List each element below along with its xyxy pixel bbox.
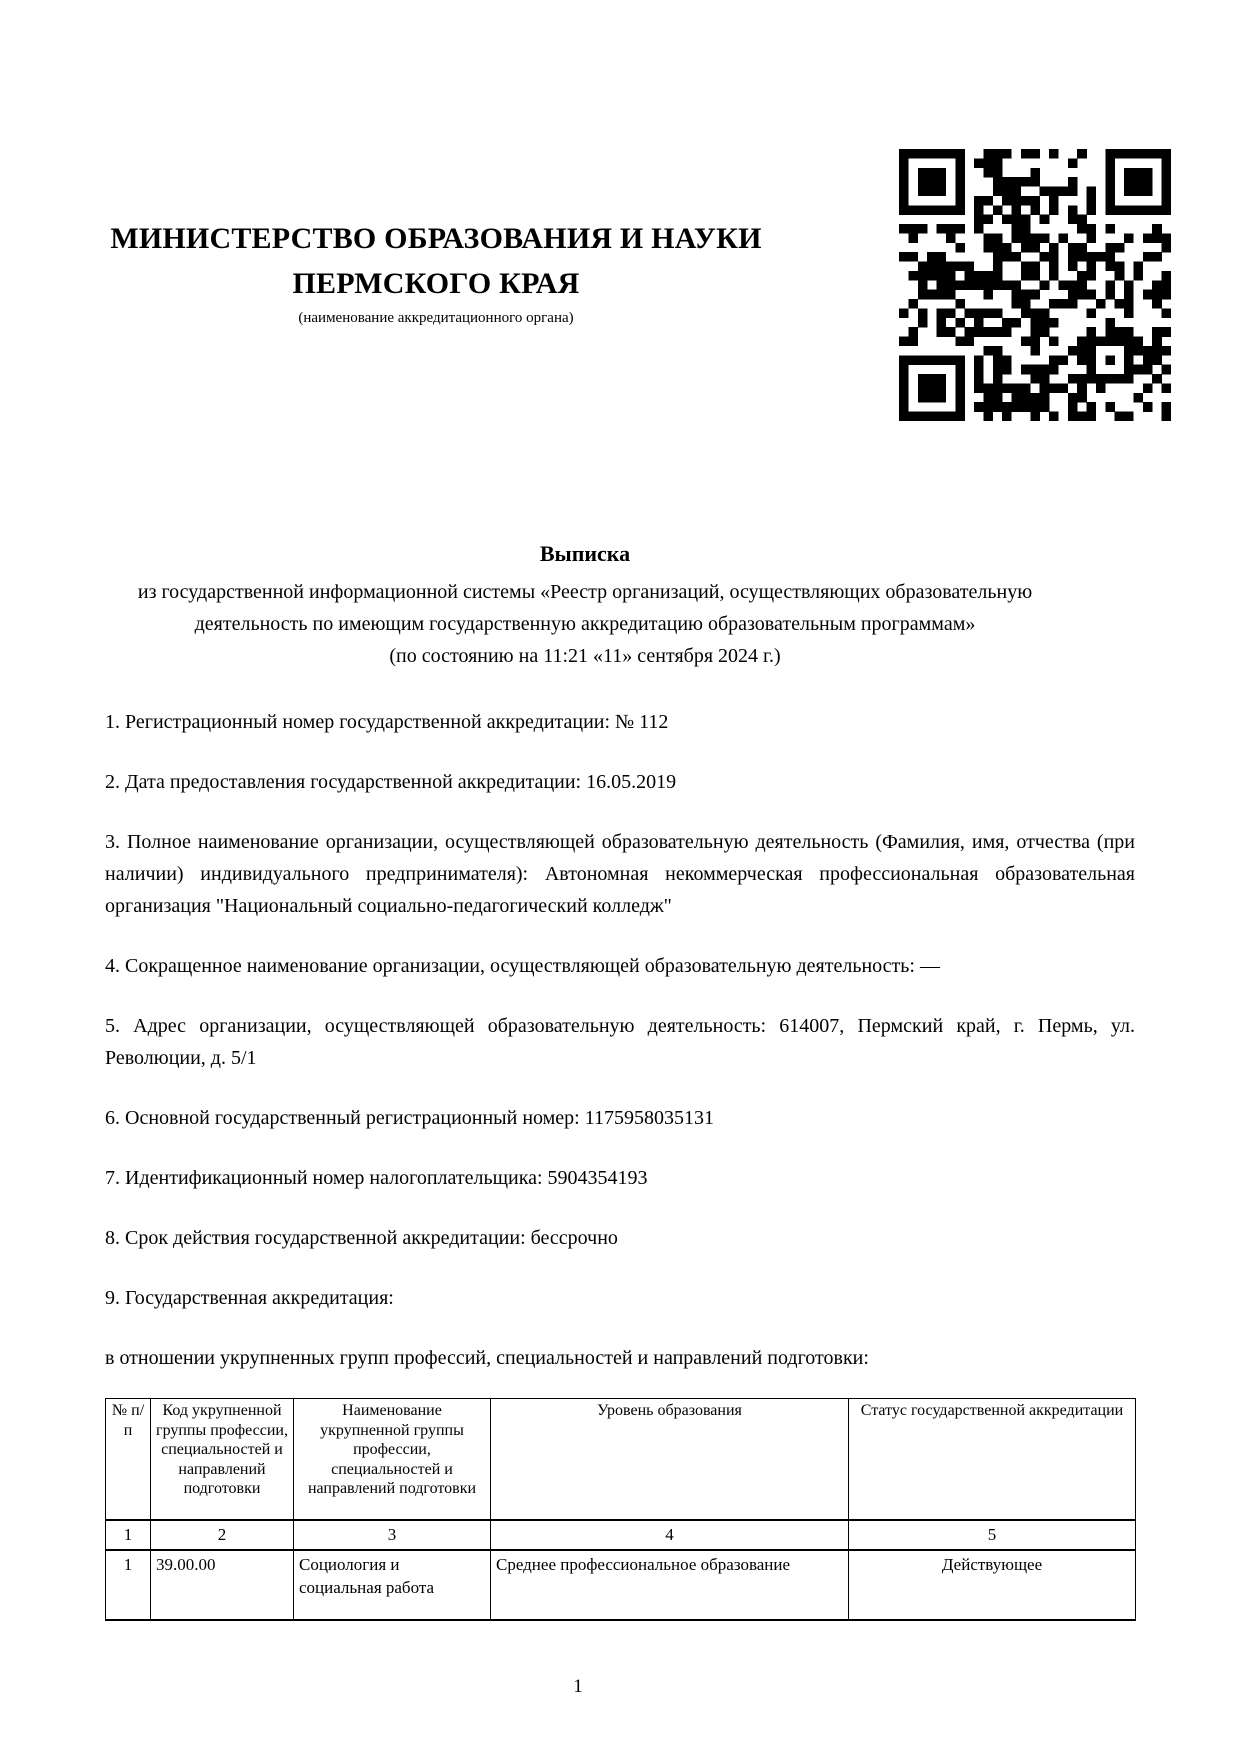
ministry-name-line2: ПЕРМСКОГО КРАЯ [292, 267, 580, 300]
intro-line: (по состоянию на 11:21 «11» сентября 2024 г.) [389, 645, 781, 667]
table-numbering-row [106, 1520, 1136, 1550]
table-header-row [106, 1399, 1136, 1521]
item-validity: 8. Срок действия государственной аккредитации: бессрочно [105, 1227, 618, 1249]
intro-line: деятельность по имеющим государственную аккредитацию образовательным программам» [194, 613, 976, 635]
intro-line: из государственной информационной системы «Реестр организаций, осуществляющих образовательную [137, 581, 1033, 603]
document-title: Выписка [539, 541, 631, 566]
table-row [106, 1550, 1136, 1620]
col-header-number: № п/п [106, 1399, 151, 1521]
item-ogrn: 6. Основной государственный регистрационный номер: 1175958035131 [105, 1107, 714, 1129]
groups-intro-line: в отношении укрупненных групп профессий, специальностей и направлений подготовки: [105, 1347, 869, 1369]
item-registration-number: 1. Регистрационный номер государственной аккредитации: № 112 [105, 711, 669, 733]
ministry-name-line1: МИНИСТЕРСТВО ОБРАЗОВАНИЯ И НАУКИ [110, 222, 762, 255]
col-header-accreditation-status: Статус государственной аккредитации [849, 1399, 1136, 1521]
document-body [105, 540, 1135, 1621]
cell-group-code: 39.00.00 [151, 1550, 294, 1620]
cell-accreditation-status: Действующее [849, 1550, 1136, 1620]
col-header-group-code: Код укрупненной группы профессии, специальностей и направлений подготовки [151, 1399, 294, 1521]
col-header-education-level: Уровень образования [491, 1399, 849, 1521]
numbering-cell: 2 [151, 1520, 294, 1550]
numbering-cell: 5 [849, 1520, 1136, 1550]
item-full-name: 3. Полное наименование организации, осуществляющей образовательную деятельность (Фамилия, имя, отчества (при наличии) индивидуального предпринимателя): Автономная некоммерческая профессиональная образовательная организация "Национальный социально-педагогический колледж" [105, 831, 1135, 917]
intro-paragraph [105, 576, 1065, 672]
numbering-cell: 3 [294, 1520, 491, 1550]
accreditation-table [105, 1398, 1136, 1621]
numbered-items [105, 706, 1135, 1374]
page-number: 1 [573, 1676, 583, 1697]
numbering-cell: 1 [106, 1520, 151, 1550]
cell-education-level: Среднее профессиональное образование [491, 1550, 849, 1620]
item-state-accreditation: 9. Государственная аккредитация: [105, 1287, 394, 1309]
authority-caption: (наименование аккредитационного органа) [298, 310, 574, 326]
item-accreditation-date: 2. Дата предоставления государственной аккредитации: 16.05.2019 [105, 771, 677, 793]
numbering-cell: 4 [491, 1520, 849, 1550]
col-header-group-name: Наименование укрупненной группы профессии, специальностей и направлений подготовки [294, 1399, 491, 1521]
item-inn: 7. Идентификационный номер налогоплательщика: 5904354193 [105, 1167, 648, 1189]
qr-code-icon [899, 149, 1171, 421]
item-short-name: 4. Сокращенное наименование организации, осуществляющей образовательную деятельность: — [105, 955, 940, 977]
accreditation-authority-header [105, 216, 767, 327]
cell-group-name: Социология и социальная работа [294, 1550, 491, 1620]
cell-row-number: 1 [106, 1550, 151, 1620]
item-address: 5. Адрес организации, осуществляющей образовательную деятельность: 614007, Пермский край, г. Пермь, ул. Революции, д. 5/1 [105, 1015, 1135, 1069]
